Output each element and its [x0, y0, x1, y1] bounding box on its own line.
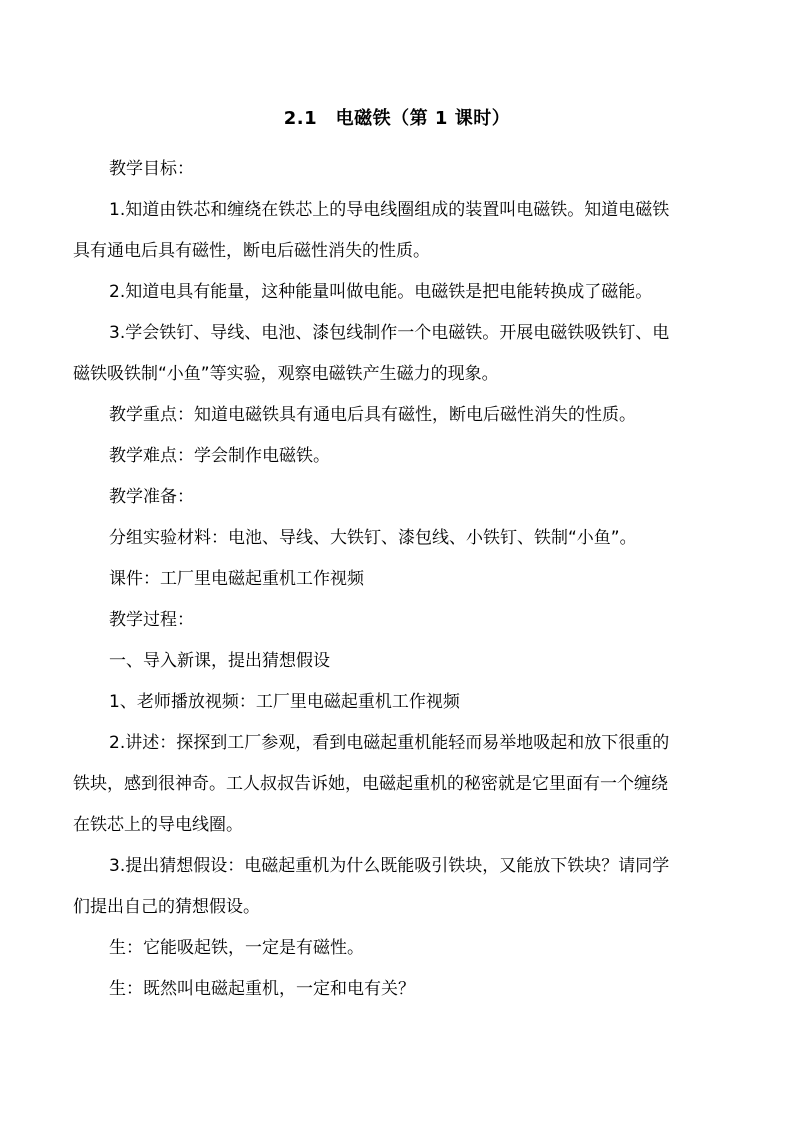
paragraph-line: 分组实验材料：电池、导线、大铁钉、漆包线、小铁钉、铁制“小鱼”。 [109, 528, 637, 548]
paragraph-objective-3 [73, 313, 724, 395]
paragraph-line: 教学难点：学会制作电磁铁。 [109, 446, 330, 466]
paragraph-line: 1.知道由铁芯和缠绕在铁芯上的导电线圈组成的装置叫电磁铁。知道电磁铁 [109, 200, 670, 220]
paragraph-line: 生：它能吸起铁，一定是有磁性。 [109, 938, 364, 958]
paragraph-objective-2 [109, 272, 724, 313]
paragraph-step-2 [73, 723, 724, 846]
paragraph-courseware [109, 559, 724, 600]
paragraph-line: 教学过程： [109, 610, 194, 630]
paragraph-line: 一、导入新课，提出猜想假设 [109, 651, 330, 671]
paragraph-key-points [109, 395, 724, 436]
paragraph-line: 2.讲述：探探到工厂参观，看到电磁起重机能轻而易举地吸起和放下很重的 [109, 733, 670, 753]
paragraph-line: 在铁芯上的导电线圈。 [73, 815, 243, 835]
paragraph-materials [109, 518, 724, 559]
document-body [73, 149, 724, 1010]
paragraph-line: 教学重点：知道电磁铁具有通电后具有磁性，断电后磁性消失的性质。 [109, 405, 636, 425]
paragraph-step-3 [73, 846, 724, 928]
paragraph-line: 课件：工厂里电磁起重机工作视频 [109, 569, 364, 589]
paragraph-difficulty [109, 436, 724, 477]
paragraph-process-heading [109, 600, 724, 641]
paragraph-objectives-heading [109, 149, 724, 190]
paragraph-line: 3.提出猜想假设：电磁起重机为什么既能吸引铁块，又能放下铁块？请同学 [109, 856, 670, 876]
paragraph-line: 3.学会铁钉、导线、电池、漆包线制作一个电磁铁。开展电磁铁吸铁钉、电 [109, 323, 670, 343]
paragraph-student-answer-2 [109, 969, 724, 1010]
paragraph-line: 教学准备： [109, 487, 194, 507]
document-title: 2.1 电磁铁（第 1 课时） [283, 108, 511, 129]
paragraph-student-answer-1 [109, 928, 724, 969]
paragraph-line: 生：既然叫电磁起重机，一定和电有关？ [109, 979, 415, 999]
paragraph-line: 1、老师播放视频：工厂里电磁起重机工作视频 [109, 692, 460, 712]
paragraph-line: 们提出自己的猜想假设。 [73, 897, 260, 917]
paragraph-line: 2.知道电具有能量，这种能量叫做电能。电磁铁是把电能转换成了磁能。 [109, 282, 653, 302]
paragraph-step-1 [109, 682, 724, 723]
paragraph-line: 教学目标： [109, 159, 194, 179]
paragraph-preparation-heading [109, 477, 724, 518]
paragraph-objective-1 [73, 190, 724, 272]
paragraph-section-1 [109, 641, 724, 682]
paragraph-line: 铁块，感到很神奇。工人叔叔告诉她，电磁起重机的秘密就是它里面有一个缠绕 [73, 774, 668, 794]
paragraph-line: 具有通电后具有磁性，断电后磁性消失的性质。 [73, 241, 430, 261]
paragraph-line: 磁铁吸铁制“小鱼”等实验，观察电磁铁产生磁力的现象。 [73, 364, 499, 384]
